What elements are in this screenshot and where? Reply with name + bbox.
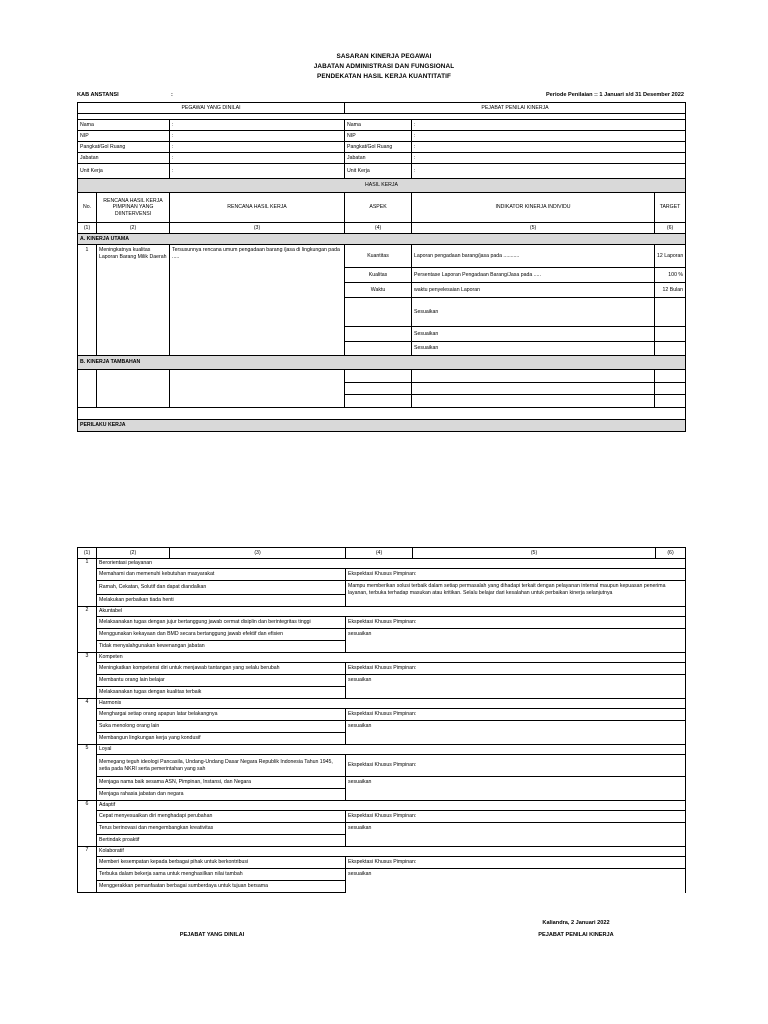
perilaku-item: Melakukan perbaikan tiada henti bbox=[97, 595, 346, 607]
pegawai-nama-label: Nama bbox=[78, 120, 170, 131]
ekspektasi-value: Mampu memberikan solusi terbaik dalam setiap permasalah yang dihadapi terkait dengan pelayanan internal maupun kepuasan penerima layanan, terbuka terhadap masukan atau kritikan. Selalu belajar dari kesalahan untuk perbaikan kinerja selanjutnya bbox=[346, 581, 686, 607]
pejabat-header: PEJABAT PENILAI KINERJA bbox=[345, 103, 686, 114]
perilaku-item: Memahami dan memenuhi kebutuhan masyarakat bbox=[97, 569, 346, 581]
perilaku-item: Meningkatkan kompetensi diri untuk menjawab tantangan yang selalu berubah bbox=[97, 663, 346, 675]
perilaku-item: Memberi kesempatan kepada berbagai pihak untuk berkontribusi bbox=[97, 857, 346, 869]
row1-indikator-6: Sesuaikan bbox=[412, 342, 655, 356]
row1-aspek-6 bbox=[345, 342, 412, 356]
perilaku-item: Membantu orang lain belajar bbox=[97, 675, 346, 687]
ekspektasi-label: Ekspektasi Khusus Pimpinan: bbox=[346, 811, 686, 823]
ekspektasi-label: Ekspektasi Khusus Pimpinan: bbox=[346, 709, 686, 721]
pejabat-pangkat-value: : bbox=[412, 142, 686, 153]
row1-target-1: 12 Laporan bbox=[655, 245, 686, 268]
col-header-rencana: RENCANA HASIL KERJA bbox=[170, 193, 345, 223]
footer-left-label: PEJABAT YANG DINILAI bbox=[179, 932, 245, 938]
perilaku-group-no: 3 bbox=[78, 653, 97, 699]
perilaku-item: Tidak menyalahgunakan kewenangan jabatan bbox=[97, 641, 346, 653]
col-header-target: TARGET bbox=[655, 193, 686, 223]
pegawai-unit-value: : bbox=[170, 164, 345, 179]
perilaku-group-title: Harmonis bbox=[97, 699, 686, 709]
perilaku-group-no: 4 bbox=[78, 699, 97, 745]
row1-indikator-1: Laporan pengadaan barang/jasa pada ........... bbox=[412, 245, 655, 268]
instansi-label: KAB ANSTANSI bbox=[77, 92, 119, 98]
perilaku-col-3: (3) bbox=[170, 548, 346, 559]
row1-rencana: Tersusunnya rencana umum pengadaan barang /jasa di lingkungan pada ..... bbox=[170, 245, 345, 356]
row1-target-5 bbox=[655, 327, 686, 342]
perilaku-item: Menggerakkan pemanfaatan berbagai sumberdaya untuk tujuan bersama bbox=[97, 881, 346, 893]
perilaku-group-no: 6 bbox=[78, 801, 97, 847]
row1-indikator-2: Persentase Laporan Pengadaan Barang/Jasa pada ..... bbox=[412, 268, 655, 283]
pegawai-pangkat-label: Pangkat/Gol Ruang bbox=[78, 142, 170, 153]
col-number-1: (1) bbox=[78, 223, 97, 234]
perilaku-group-no: 5 bbox=[78, 745, 97, 801]
footer-place-date: Kaliandra, 2 Januari 2022 bbox=[542, 920, 610, 926]
title-line2: JABATAN ADMINISTRASI DAN FUNGSIONAL bbox=[313, 63, 455, 70]
row1-target-6 bbox=[655, 342, 686, 356]
pegawai-nip-value: : bbox=[170, 131, 345, 142]
row1-no: 1 bbox=[78, 245, 97, 356]
col-number-3: (3) bbox=[170, 223, 345, 234]
perilaku-item: Menjaga rahasia jabatan dan negara bbox=[97, 789, 346, 801]
perilaku-group-no: 2 bbox=[78, 607, 97, 653]
title-line1: SASARAN KINERJA PEGAWAI bbox=[336, 53, 432, 60]
col-header-no: No. bbox=[78, 193, 97, 223]
perilaku-item: Menghargai setiap orang apapun latar belakangnya bbox=[97, 709, 346, 721]
ekspektasi-label: Ekspektasi Khusus Pimpinan: bbox=[346, 663, 686, 675]
footer-right-label: PEJABAT PENILAI KINERJA bbox=[538, 932, 614, 938]
ekspektasi-label: Ekspektasi Khusus Pimpinan: bbox=[346, 857, 686, 869]
ekspektasi-label: Ekspektasi Khusus Pimpinan: bbox=[346, 755, 686, 777]
perilaku-group-title: Loyal bbox=[97, 745, 686, 755]
ekspektasi-value: sesuaikan bbox=[346, 777, 686, 801]
perilaku-col-5: (5) bbox=[413, 548, 656, 559]
row1-target-2: 100 % bbox=[655, 268, 686, 283]
pegawai-header: PEGAWAI YANG DINILAI bbox=[78, 103, 345, 114]
perilaku-item: Bertindak proaktif bbox=[97, 835, 346, 847]
perilaku-group-title: Akuntabel bbox=[97, 607, 686, 617]
col-number-5: (5) bbox=[412, 223, 655, 234]
pejabat-nama-value: : bbox=[412, 120, 686, 131]
row1-pimpinan: Meningkatnya kualitas Laporan Barang Milik Daerah bbox=[97, 245, 170, 356]
skp-main-table bbox=[77, 102, 686, 432]
perilaku-group-title: Adaptif bbox=[97, 801, 686, 811]
row1-aspek-3: Waktu bbox=[345, 283, 412, 298]
hasil-kerja-header: HASIL KERJA bbox=[78, 179, 686, 193]
col-header-indikator: INDIKATOR KINERJA INDIVIDU bbox=[412, 193, 655, 223]
section-kinerja-utama: A. KINERJA UTAMA bbox=[78, 234, 686, 245]
col-number-4: (4) bbox=[345, 223, 412, 234]
ekspektasi-label: Ekspektasi Khusus Pimpinan: bbox=[346, 617, 686, 629]
perilaku-group-no: 1 bbox=[78, 559, 97, 607]
perilaku-group-no: 7 bbox=[78, 847, 97, 893]
pejabat-nama-label: Nama bbox=[345, 120, 412, 131]
pegawai-nip-label: NIP bbox=[78, 131, 170, 142]
perilaku-col-4: (4) bbox=[346, 548, 413, 559]
section-perilaku-kerja: PERILAKU KERJA bbox=[78, 420, 686, 432]
pegawai-jabatan-label: Jabatan bbox=[78, 153, 170, 164]
perilaku-item: Melaksanakan tugas dengan jujur bertanggung jawab cermat disiplin dan berintegritas tinggi bbox=[97, 617, 346, 629]
perilaku-col-1: (1) bbox=[78, 548, 97, 559]
pegawai-pangkat-value: : bbox=[170, 142, 345, 153]
row1-aspek-1: Kuantitas bbox=[345, 245, 412, 268]
row1-indikator-3: waktu penyelesaian Laporan bbox=[412, 283, 655, 298]
pejabat-jabatan-label: Jabatan bbox=[345, 153, 412, 164]
col-number-2: (2) bbox=[97, 223, 170, 234]
pejabat-unit-value: : bbox=[412, 164, 686, 179]
perilaku-table bbox=[77, 547, 686, 893]
perilaku-group-title: Berorientasi pelayanan bbox=[97, 559, 686, 569]
pegawai-nama-value: : bbox=[170, 120, 345, 131]
pegawai-unit-label: Unit Kerja bbox=[78, 164, 170, 179]
col-header-pimpinan: RENCANA HASIL KERJA PIMPINAN YANG DIINTERVENSI bbox=[97, 193, 170, 223]
perilaku-group-title: Kompeten bbox=[97, 653, 686, 663]
col-header-aspek: ASPEK bbox=[345, 193, 412, 223]
pegawai-jabatan-value: : bbox=[170, 153, 345, 164]
perilaku-item: Cepat menyesuaikan diri menghadapi perubahan bbox=[97, 811, 346, 823]
pejabat-jabatan-value: : bbox=[412, 153, 686, 164]
perilaku-item: Menggunakan kekayaan dan BMD secara bertanggung jawab efektif dan efisien bbox=[97, 629, 346, 641]
section-kinerja-tambahan: B. KINERJA TAMBAHAN bbox=[78, 356, 686, 370]
ekspektasi-value: sesuaikan bbox=[346, 721, 686, 745]
row1-target-3: 12 Bulan bbox=[655, 283, 686, 298]
ekspektasi-label: Ekspektasi Khusus Pimpinan: bbox=[346, 569, 686, 581]
perilaku-item: Terus berinovasi dan mengembangkan kreativitas bbox=[97, 823, 346, 835]
ekspektasi-value: sesuaikan bbox=[346, 869, 686, 893]
instansi-colon: : bbox=[171, 92, 173, 98]
ekspektasi-value: sesuaikan bbox=[346, 823, 686, 847]
col-number-6: (6) bbox=[655, 223, 686, 234]
row1-aspek-4 bbox=[345, 298, 412, 327]
pejabat-unit-label: Unit Kerja bbox=[345, 164, 412, 179]
perilaku-item: Terbuka dalam bekerja sama untuk menghasilkan nilai tambah bbox=[97, 869, 346, 881]
perilaku-item: Membangun lingkungan kerja yang kondusif bbox=[97, 733, 346, 745]
ekspektasi-value: sesuaikan bbox=[346, 629, 686, 653]
pejabat-nip-value: : bbox=[412, 131, 686, 142]
perilaku-item: Melaksanakan tugas dengan kualitas terbaik bbox=[97, 687, 346, 699]
row1-aspek-5 bbox=[345, 327, 412, 342]
perilaku-group-title: Kolaboratif bbox=[97, 847, 686, 857]
periode-text: Periode Penilaian :: 1 Januari s/d 31 Desember 2022 bbox=[545, 92, 684, 98]
row1-target-4 bbox=[655, 298, 686, 327]
perilaku-item: Memegang teguh ideologi Pancasila, Undang-Undang Dasar Negara Republik Indonesia Tahun 1945, setia pada NKRI serta pemerintahan yang sah bbox=[97, 755, 346, 777]
pejabat-pangkat-label: Pangkat/Gol Ruang bbox=[345, 142, 412, 153]
title-line3: PENDEKATAN HASIL KERJA KUANTITATIF bbox=[317, 73, 451, 80]
ekspektasi-value: sesuaikan bbox=[346, 675, 686, 699]
perilaku-item: Suka menolong orang lain bbox=[97, 721, 346, 733]
perilaku-item: Menjaga nama baik sesama ASN, Pimpinan, Instansi, dan Negara bbox=[97, 777, 346, 789]
perilaku-col-2: (2) bbox=[97, 548, 170, 559]
perilaku-col-6: (6) bbox=[656, 548, 686, 559]
row1-indikator-4: Sesuaikan bbox=[412, 298, 655, 327]
row1-indikator-5: Sesuaikan bbox=[412, 327, 655, 342]
perilaku-item: Ramah, Cekatan, Solutif dan dapat diandalkan bbox=[97, 581, 346, 595]
row1-aspek-2: Kualitas bbox=[345, 268, 412, 283]
pejabat-nip-label: NIP bbox=[345, 131, 412, 142]
